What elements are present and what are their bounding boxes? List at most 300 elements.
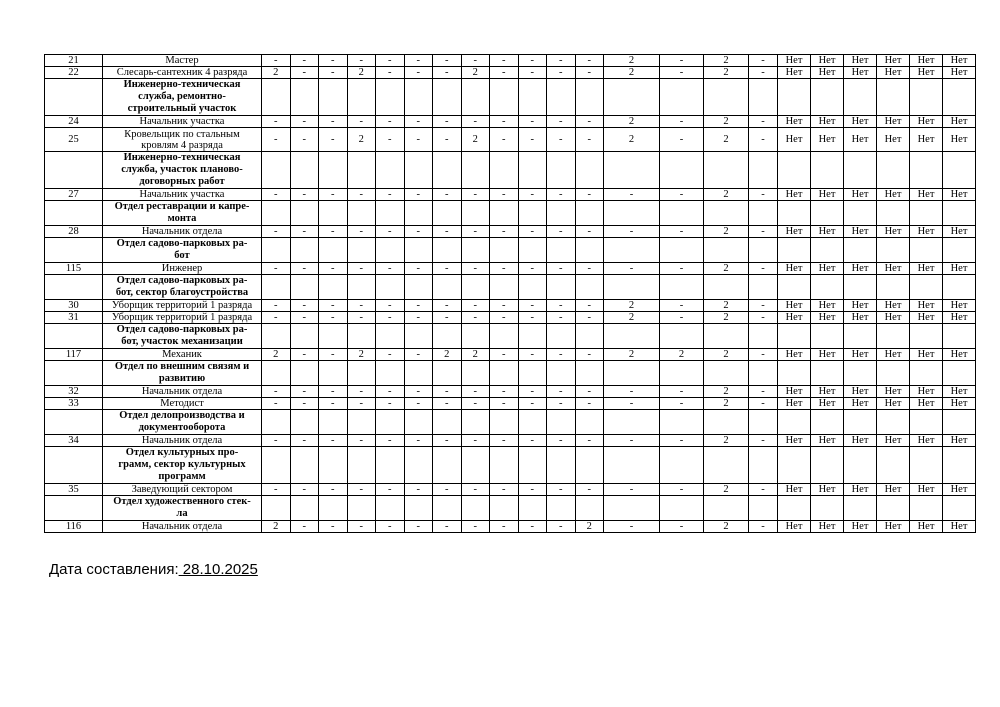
value-cell: Нет xyxy=(910,67,943,79)
value-cell: Нет xyxy=(778,398,811,410)
empty-cell xyxy=(290,238,319,263)
table-row xyxy=(45,349,976,361)
row-number-cell xyxy=(45,238,103,263)
value-cell: - xyxy=(319,386,348,398)
value-cell: - xyxy=(749,67,778,79)
value-cell: 2 xyxy=(604,300,660,312)
empty-cell xyxy=(376,238,405,263)
empty-cell xyxy=(844,79,877,116)
empty-cell xyxy=(347,410,376,435)
value-cell: - xyxy=(319,521,348,533)
section-header-row xyxy=(45,361,976,386)
table-row xyxy=(45,312,976,324)
empty-cell xyxy=(910,238,943,263)
value-cell: Нет xyxy=(778,116,811,128)
empty-cell xyxy=(877,201,910,226)
section-title-line: программ xyxy=(158,471,206,482)
value-cell: 2 xyxy=(347,67,376,79)
empty-cell xyxy=(749,79,778,116)
empty-cell xyxy=(262,152,291,189)
value-cell: Нет xyxy=(844,398,877,410)
empty-cell xyxy=(404,361,433,386)
section-title-line: развитию xyxy=(158,373,206,384)
value-cell: - xyxy=(262,189,291,201)
empty-cell xyxy=(811,447,844,484)
value-cell: - xyxy=(290,398,319,410)
value-cell: Нет xyxy=(943,312,976,324)
value-cell: 2 xyxy=(704,312,749,324)
empty-cell xyxy=(604,496,660,521)
value-cell: - xyxy=(461,484,490,496)
empty-cell xyxy=(778,410,811,435)
empty-cell xyxy=(877,275,910,300)
value-cell: - xyxy=(461,386,490,398)
value-cell: Нет xyxy=(943,226,976,238)
value-cell: - xyxy=(404,226,433,238)
value-cell: - xyxy=(660,300,704,312)
row-number-cell: 28 xyxy=(45,226,103,238)
empty-cell xyxy=(290,201,319,226)
position-name-cell: Уборщик территорий 1 разряда xyxy=(103,300,262,312)
empty-cell xyxy=(844,201,877,226)
empty-cell xyxy=(461,496,490,521)
empty-cell xyxy=(778,201,811,226)
section-header-row xyxy=(45,410,976,435)
section-title-line: Инженерно-техническая xyxy=(123,79,241,90)
value-cell: - xyxy=(490,300,519,312)
section-title-line: договорных работ xyxy=(139,176,225,187)
empty-cell xyxy=(547,201,576,226)
empty-cell xyxy=(778,275,811,300)
empty-cell xyxy=(575,201,604,226)
value-cell: - xyxy=(490,521,519,533)
value-cell: Нет xyxy=(778,312,811,324)
empty-cell xyxy=(910,152,943,189)
value-cell: 2 xyxy=(262,349,291,361)
value-cell: - xyxy=(604,386,660,398)
value-cell: - xyxy=(518,55,547,67)
value-cell: - xyxy=(319,263,348,275)
value-cell: - xyxy=(575,435,604,447)
value-cell: - xyxy=(518,386,547,398)
value-cell: - xyxy=(319,67,348,79)
empty-cell xyxy=(433,410,462,435)
value-cell: - xyxy=(319,300,348,312)
empty-cell xyxy=(461,238,490,263)
value-cell: - xyxy=(749,398,778,410)
empty-cell xyxy=(262,275,291,300)
compilation-date xyxy=(49,561,258,578)
value-cell: - xyxy=(433,398,462,410)
empty-cell xyxy=(433,201,462,226)
empty-cell xyxy=(604,201,660,226)
table-row xyxy=(45,116,976,128)
value-cell: Нет xyxy=(943,128,976,152)
value-cell: - xyxy=(547,398,576,410)
value-cell: - xyxy=(518,349,547,361)
empty-cell xyxy=(404,152,433,189)
value-cell: - xyxy=(347,386,376,398)
value-cell: - xyxy=(547,189,576,201)
empty-cell xyxy=(844,152,877,189)
row-number-cell xyxy=(45,496,103,521)
value-cell: - xyxy=(604,398,660,410)
value-cell: - xyxy=(262,484,291,496)
empty-cell xyxy=(404,79,433,116)
value-cell: 2 xyxy=(660,349,704,361)
row-number-cell: 34 xyxy=(45,435,103,447)
empty-cell xyxy=(660,152,704,189)
section-title-line: служба, ремонтно- xyxy=(138,91,226,102)
value-cell: - xyxy=(404,263,433,275)
empty-cell xyxy=(575,361,604,386)
empty-cell xyxy=(404,324,433,349)
value-cell: Нет xyxy=(778,67,811,79)
value-cell: - xyxy=(433,67,462,79)
value-cell: - xyxy=(347,484,376,496)
value-cell: 2 xyxy=(604,349,660,361)
value-cell: Нет xyxy=(910,263,943,275)
value-cell: - xyxy=(290,312,319,324)
empty-cell xyxy=(461,275,490,300)
value-cell: Нет xyxy=(877,300,910,312)
value-cell: - xyxy=(518,189,547,201)
section-title-cell xyxy=(103,496,262,521)
empty-cell xyxy=(704,410,749,435)
value-cell: - xyxy=(433,116,462,128)
value-cell: - xyxy=(319,349,348,361)
empty-cell xyxy=(749,238,778,263)
empty-cell xyxy=(376,79,405,116)
value-cell: Нет xyxy=(910,128,943,152)
section-title-line: Инженерно-техническая xyxy=(123,152,241,163)
value-cell: - xyxy=(376,300,405,312)
section-header-row xyxy=(45,324,976,349)
empty-cell xyxy=(575,238,604,263)
value-cell: Нет xyxy=(778,226,811,238)
empty-cell xyxy=(433,238,462,263)
value-cell: - xyxy=(604,263,660,275)
empty-cell xyxy=(604,152,660,189)
empty-cell xyxy=(811,324,844,349)
empty-cell xyxy=(347,152,376,189)
empty-cell xyxy=(404,201,433,226)
section-title-line: Отдел по внешним связям и xyxy=(114,361,250,372)
value-cell: Нет xyxy=(877,128,910,152)
row-number-cell: 27 xyxy=(45,189,103,201)
value-cell: - xyxy=(319,128,348,152)
value-cell: 2 xyxy=(704,189,749,201)
value-cell: - xyxy=(290,128,319,152)
empty-cell xyxy=(347,238,376,263)
value-cell: Нет xyxy=(877,189,910,201)
empty-cell xyxy=(490,496,519,521)
section-title-cell xyxy=(103,410,262,435)
empty-cell xyxy=(660,496,704,521)
value-cell: Нет xyxy=(811,312,844,324)
value-cell: - xyxy=(290,300,319,312)
value-cell: Нет xyxy=(811,435,844,447)
value-cell: - xyxy=(490,398,519,410)
value-cell: Нет xyxy=(778,435,811,447)
value-cell: Нет xyxy=(943,116,976,128)
value-cell: - xyxy=(660,67,704,79)
value-cell: Нет xyxy=(844,55,877,67)
value-cell: Нет xyxy=(910,226,943,238)
section-title-line: Отдел культурных про- xyxy=(125,447,239,458)
value-cell: Нет xyxy=(844,386,877,398)
value-cell: - xyxy=(604,435,660,447)
value-cell: 2 xyxy=(604,67,660,79)
value-cell: - xyxy=(376,67,405,79)
value-cell: - xyxy=(575,300,604,312)
value-cell: Нет xyxy=(811,226,844,238)
empty-cell xyxy=(262,79,291,116)
value-cell: Нет xyxy=(910,189,943,201)
value-cell: - xyxy=(490,312,519,324)
value-cell: - xyxy=(404,386,433,398)
section-title-cell xyxy=(103,152,262,189)
value-cell: - xyxy=(749,116,778,128)
value-cell: - xyxy=(547,300,576,312)
table-row xyxy=(45,484,976,496)
empty-cell xyxy=(490,410,519,435)
value-cell: 2 xyxy=(704,226,749,238)
position-name-cell xyxy=(103,128,262,152)
value-cell: - xyxy=(518,484,547,496)
empty-cell xyxy=(778,324,811,349)
empty-cell xyxy=(376,275,405,300)
value-cell: - xyxy=(404,128,433,152)
value-cell: - xyxy=(749,263,778,275)
empty-cell xyxy=(749,152,778,189)
value-cell: - xyxy=(404,312,433,324)
empty-cell xyxy=(433,361,462,386)
value-cell: - xyxy=(518,128,547,152)
value-cell: - xyxy=(404,189,433,201)
value-cell: - xyxy=(290,226,319,238)
value-cell: - xyxy=(490,189,519,201)
empty-cell xyxy=(347,201,376,226)
row-number-cell: 32 xyxy=(45,386,103,398)
value-cell: - xyxy=(347,55,376,67)
empty-cell xyxy=(461,324,490,349)
value-cell: - xyxy=(749,435,778,447)
value-cell: Нет xyxy=(778,349,811,361)
empty-cell xyxy=(433,79,462,116)
value-cell: - xyxy=(404,116,433,128)
value-cell: Нет xyxy=(943,349,976,361)
value-cell: Нет xyxy=(844,263,877,275)
value-cell: - xyxy=(461,312,490,324)
empty-cell xyxy=(404,275,433,300)
section-title-line: бот xyxy=(174,250,190,261)
empty-cell xyxy=(290,324,319,349)
value-cell: - xyxy=(290,55,319,67)
value-cell: Нет xyxy=(943,484,976,496)
value-cell: - xyxy=(749,55,778,67)
empty-cell xyxy=(811,238,844,263)
value-cell: - xyxy=(660,263,704,275)
empty-cell xyxy=(490,361,519,386)
empty-cell xyxy=(811,275,844,300)
value-cell: - xyxy=(490,226,519,238)
value-cell: - xyxy=(490,484,519,496)
empty-cell xyxy=(604,238,660,263)
empty-cell xyxy=(943,324,976,349)
value-cell: Нет xyxy=(877,55,910,67)
empty-cell xyxy=(704,496,749,521)
empty-cell xyxy=(490,201,519,226)
value-cell: - xyxy=(518,435,547,447)
position-name-cell: Мастер xyxy=(103,55,262,67)
empty-cell xyxy=(461,152,490,189)
empty-cell xyxy=(749,324,778,349)
value-cell: - xyxy=(660,312,704,324)
value-cell: - xyxy=(347,263,376,275)
section-title-line: Отдел садово-парковых ра- xyxy=(116,238,248,249)
assessment-table xyxy=(44,54,976,533)
position-name-line: кровлям 4 разряда xyxy=(141,139,223,151)
empty-cell xyxy=(910,324,943,349)
section-title-line: строительный участок xyxy=(127,103,237,114)
row-number-cell: 31 xyxy=(45,312,103,324)
empty-cell xyxy=(811,79,844,116)
value-cell: - xyxy=(604,189,660,201)
value-cell: Нет xyxy=(844,312,877,324)
value-cell: - xyxy=(319,435,348,447)
value-cell: Нет xyxy=(910,398,943,410)
empty-cell xyxy=(290,447,319,484)
empty-cell xyxy=(547,324,576,349)
empty-cell xyxy=(778,79,811,116)
value-cell: 2 xyxy=(704,55,749,67)
position-name-cell: Начальник отдела xyxy=(103,386,262,398)
value-cell: Нет xyxy=(877,484,910,496)
empty-cell xyxy=(660,201,704,226)
value-cell: - xyxy=(347,435,376,447)
row-number-cell xyxy=(45,324,103,349)
section-title-line: Отдел реставрации и капре- xyxy=(114,201,250,212)
position-name-cell: Начальник отдела xyxy=(103,435,262,447)
section-header-row xyxy=(45,152,976,189)
empty-cell xyxy=(811,152,844,189)
value-cell: Нет xyxy=(877,116,910,128)
empty-cell xyxy=(704,152,749,189)
value-cell: - xyxy=(262,128,291,152)
position-name-cell: Инженер xyxy=(103,263,262,275)
empty-cell xyxy=(604,361,660,386)
value-cell: - xyxy=(376,226,405,238)
section-header-row xyxy=(45,275,976,300)
section-title-cell xyxy=(103,275,262,300)
position-name-cell: Заведующий сектором xyxy=(103,484,262,496)
empty-cell xyxy=(660,79,704,116)
position-name-cell: Методист xyxy=(103,398,262,410)
empty-cell xyxy=(943,496,976,521)
value-cell: - xyxy=(490,116,519,128)
section-title-cell xyxy=(103,79,262,116)
empty-cell xyxy=(604,410,660,435)
value-cell: - xyxy=(404,435,433,447)
empty-cell xyxy=(290,79,319,116)
value-cell: - xyxy=(290,386,319,398)
value-cell: Нет xyxy=(844,521,877,533)
empty-cell xyxy=(910,361,943,386)
empty-cell xyxy=(943,447,976,484)
empty-cell xyxy=(319,201,348,226)
empty-cell xyxy=(943,79,976,116)
value-cell: - xyxy=(319,55,348,67)
empty-cell xyxy=(319,152,348,189)
empty-cell xyxy=(844,410,877,435)
empty-cell xyxy=(910,447,943,484)
value-cell: - xyxy=(490,349,519,361)
value-cell: - xyxy=(749,521,778,533)
value-cell: Нет xyxy=(877,349,910,361)
empty-cell xyxy=(347,447,376,484)
empty-cell xyxy=(461,201,490,226)
value-cell: Нет xyxy=(877,386,910,398)
empty-cell xyxy=(461,79,490,116)
empty-cell xyxy=(547,361,576,386)
empty-cell xyxy=(518,152,547,189)
value-cell: - xyxy=(575,128,604,152)
empty-cell xyxy=(943,152,976,189)
value-cell: - xyxy=(749,484,778,496)
row-number-cell: 22 xyxy=(45,67,103,79)
value-cell: Нет xyxy=(910,386,943,398)
date-label: Дата составления: xyxy=(49,561,179,578)
value-cell: Нет xyxy=(778,189,811,201)
empty-cell xyxy=(490,152,519,189)
empty-cell xyxy=(749,275,778,300)
value-cell: - xyxy=(518,521,547,533)
value-cell: Нет xyxy=(943,386,976,398)
value-cell: Нет xyxy=(910,349,943,361)
value-cell: - xyxy=(575,226,604,238)
empty-cell xyxy=(749,447,778,484)
empty-cell xyxy=(518,324,547,349)
empty-cell xyxy=(844,238,877,263)
value-cell: - xyxy=(604,484,660,496)
value-cell: - xyxy=(319,189,348,201)
empty-cell xyxy=(910,496,943,521)
section-title-line: бот, участок механизации xyxy=(121,336,243,347)
value-cell: - xyxy=(749,386,778,398)
value-cell: Нет xyxy=(811,55,844,67)
value-cell: - xyxy=(547,521,576,533)
empty-cell xyxy=(262,447,291,484)
empty-cell xyxy=(575,496,604,521)
table-row xyxy=(45,521,976,533)
value-cell: - xyxy=(547,55,576,67)
empty-cell xyxy=(704,324,749,349)
empty-cell xyxy=(575,447,604,484)
value-cell: - xyxy=(604,521,660,533)
value-cell: Нет xyxy=(778,386,811,398)
empty-cell xyxy=(704,275,749,300)
value-cell: - xyxy=(347,521,376,533)
value-cell: 2 xyxy=(575,521,604,533)
empty-cell xyxy=(575,275,604,300)
value-cell: Нет xyxy=(811,521,844,533)
row-number-cell: 115 xyxy=(45,263,103,275)
table-row xyxy=(45,128,976,152)
value-cell: - xyxy=(433,435,462,447)
value-cell: 2 xyxy=(704,521,749,533)
value-cell: - xyxy=(290,484,319,496)
